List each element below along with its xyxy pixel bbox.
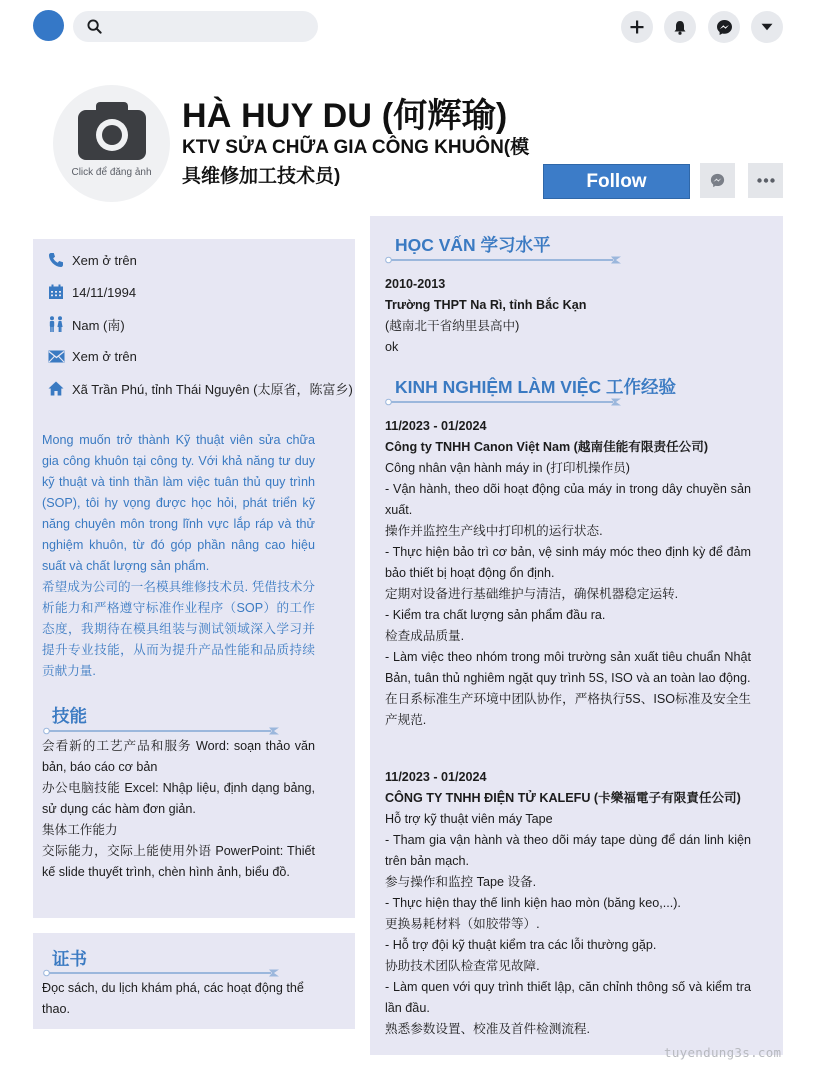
skills-heading: 技能	[52, 706, 87, 726]
skill-line: 交际能力，交际上能使用外语 PowerPoint: Thiết kế slide thuyết trình, chèn hình ảnh, biểu đồ.	[42, 844, 315, 879]
top-navigation-bar	[0, 0, 815, 52]
experience-entry	[385, 767, 751, 1040]
avatar-caption: Click để đăng ảnh	[71, 167, 152, 178]
section-divider	[43, 727, 281, 735]
notifications-button[interactable]	[664, 11, 696, 43]
calendar-icon	[48, 284, 64, 300]
job-duty: 熟悉参数设置、校准及首件检测流程.	[385, 1022, 590, 1036]
job-duty: 在日系标准生产环境中团队协作，严格执行5S、ISO标准及安全生产规范.	[385, 692, 751, 727]
more-icon	[757, 178, 775, 183]
experience-heading: KINH NGHIỆM LÀM VIỆC 工作经验	[395, 377, 676, 397]
job-duty: - Làm việc theo nhóm trong môi trường sản xuất tiêu chuẩn Nhật Bản, tuân thủ nghiêm ngặt quy trình 5S, ISO và an toàn lao động.	[385, 650, 751, 685]
bell-icon	[673, 20, 687, 35]
create-button[interactable]	[621, 11, 653, 43]
contact-gender	[47, 314, 125, 334]
avatar-upload[interactable]	[53, 85, 170, 202]
education-heading: HỌC VẤN 学习水平	[395, 235, 551, 255]
contact-phone-value: Xem ở trên	[72, 252, 137, 268]
home-icon	[48, 381, 64, 396]
job-duty: - Vận hành, theo dõi hoạt động của máy in trong dây chuyền sản xuất.	[385, 482, 751, 517]
contact-birthday-value: 14/11/1994	[72, 284, 137, 300]
account-menu-button[interactable]	[751, 11, 783, 43]
main-content-panel	[370, 216, 783, 1055]
job-period: 11/2023 - 01/2024	[385, 770, 487, 784]
objective-zh: 希望成为公司的一名模具维修技术员. 凭借技术分析能力和严格遵守标准作业程序（SOP）的工作态度，我期待在模具组装与测试领域深入学习并提升专业技能，从而为提升产品性能和品质持续贡献力量.	[42, 580, 315, 678]
objective-vi: Mong muốn trở thành Kỹ thuật viên sửa chữa gia công khuôn tại công ty. Với khả năng tư duy kỹ thuật và tinh thần làm việc tuân thủ quy trình (SOP), tôi hy vọng được học hỏi, phát triển kỹ năng chuyên môn trong lĩnh vực lắp ráp và thử nghiệm khuôn, từ đó góp phần nâng cao hiệu suất và chất lượng sản phẩm.	[42, 433, 315, 573]
job-duty: 协助技术团队检查常见故障.	[385, 959, 540, 973]
job-role: Hỗ trợ kỹ thuật viên máy Tape	[385, 812, 553, 826]
job-duty: - Kiểm tra chất lượng sản phẩm đầu ra.	[385, 608, 606, 622]
job-title: KTV SỬA CHỮA GIA CÔNG KHUÔN(模具维修加工技术员)	[182, 137, 530, 187]
messenger-icon	[710, 173, 725, 188]
profile-name: HÀ HUY DU (何辉瑜)	[182, 97, 508, 135]
job-duty: 定期对设备进行基础维护与清洁，确保机器稳定运转.	[385, 587, 679, 601]
contact-email-value: Xem ở trên	[72, 348, 137, 364]
skill-line: 集体工作能力	[42, 823, 118, 837]
certificates-text: Đọc sách, du lịch khám phá, các hoạt động thể thao.	[42, 981, 304, 1016]
job-duty: 参与操作和监控 Tape 设备.	[385, 875, 537, 889]
follow-button[interactable]: Follow	[543, 164, 690, 199]
education-school-zh: (越南北干省纳里县高中)	[385, 319, 520, 333]
experience-entry	[385, 416, 751, 731]
contact-gender-value: Nam (南)	[72, 317, 125, 333]
job-duty: 更换易耗材料（如胶带等）.	[385, 917, 540, 931]
search-icon	[87, 19, 102, 34]
personal-info-panel	[33, 239, 355, 918]
skills-list	[42, 736, 315, 883]
job-duty: - Hỗ trợ đội kỹ thuật kiểm tra các lỗi thường gặp.	[385, 938, 657, 952]
phone-icon	[48, 252, 64, 268]
skill-line: 办公电脑技能 Excel: Nhập liệu, định dạng bảng, sử dụng các hàm đơn giản.	[42, 781, 315, 816]
job-duty: - Thực hiện thay thế linh kiện hao mòn (băng keo,...).	[385, 896, 681, 910]
education-period: 2010-2013	[385, 277, 446, 291]
certificates-heading: 证书	[52, 949, 87, 969]
contact-address	[47, 378, 353, 398]
caret-down-icon	[761, 23, 773, 31]
certificates-panel	[33, 933, 355, 1029]
message-button[interactable]	[700, 163, 735, 198]
messenger-button[interactable]	[708, 11, 740, 43]
watermark: tuyendung3s.com	[664, 1045, 782, 1060]
section-divider	[385, 398, 623, 406]
contact-birthday	[47, 282, 136, 302]
job-duty: - Tham gia vận hành và theo dõi máy tape dùng để dán linh kiện trên bản mạch.	[385, 833, 751, 868]
job-duty: 操作并监控生产线中打印机的运行状态.	[385, 524, 603, 538]
envelope-icon	[48, 350, 65, 363]
contact-email	[47, 346, 137, 366]
contact-address-value: Xã Trần Phú, tỉnh Thái Nguyên (太原省，陈富乡)	[72, 381, 353, 397]
camera-icon	[78, 101, 146, 161]
job-company: Công ty TNHH Canon Việt Nam (越南佳能有限责任公司)	[385, 440, 709, 454]
search-input[interactable]	[73, 11, 318, 42]
education-entry	[385, 274, 751, 358]
messenger-icon	[716, 19, 733, 36]
skill-line: 会看新的工艺产品和服务 Word: soạn thảo văn bản, báo cáo cơ bản	[42, 739, 315, 774]
gender-icon	[47, 316, 65, 332]
education-note: ok	[385, 340, 399, 354]
job-duty: 检查成品质量.	[385, 629, 465, 643]
job-company: CÔNG TY TNHH ĐIỆN TỬ KALEFU (卡樂福電子有限責任公司)	[385, 791, 741, 805]
job-duty: - Làm quen với quy trình thiết lập, căn chỉnh thông số và kiểm tra lần đầu.	[385, 980, 751, 1015]
job-role: Công nhân vận hành máy in (打印机操作员)	[385, 461, 630, 475]
section-divider	[385, 256, 623, 264]
section-divider	[43, 969, 281, 977]
career-objective	[42, 430, 315, 682]
job-duty: - Thực hiện bảo trì cơ bản, vệ sinh máy móc theo định kỳ để đảm bảo thiết bị hoạt động ổn định.	[385, 545, 751, 580]
job-period: 11/2023 - 01/2024	[385, 419, 487, 433]
home-logo[interactable]	[33, 10, 64, 41]
plus-icon	[630, 20, 644, 34]
contact-phone	[47, 250, 137, 270]
education-school: Trường THPT Na Rì, tỉnh Bắc Kạn	[385, 298, 587, 312]
more-options-button[interactable]	[748, 163, 783, 198]
